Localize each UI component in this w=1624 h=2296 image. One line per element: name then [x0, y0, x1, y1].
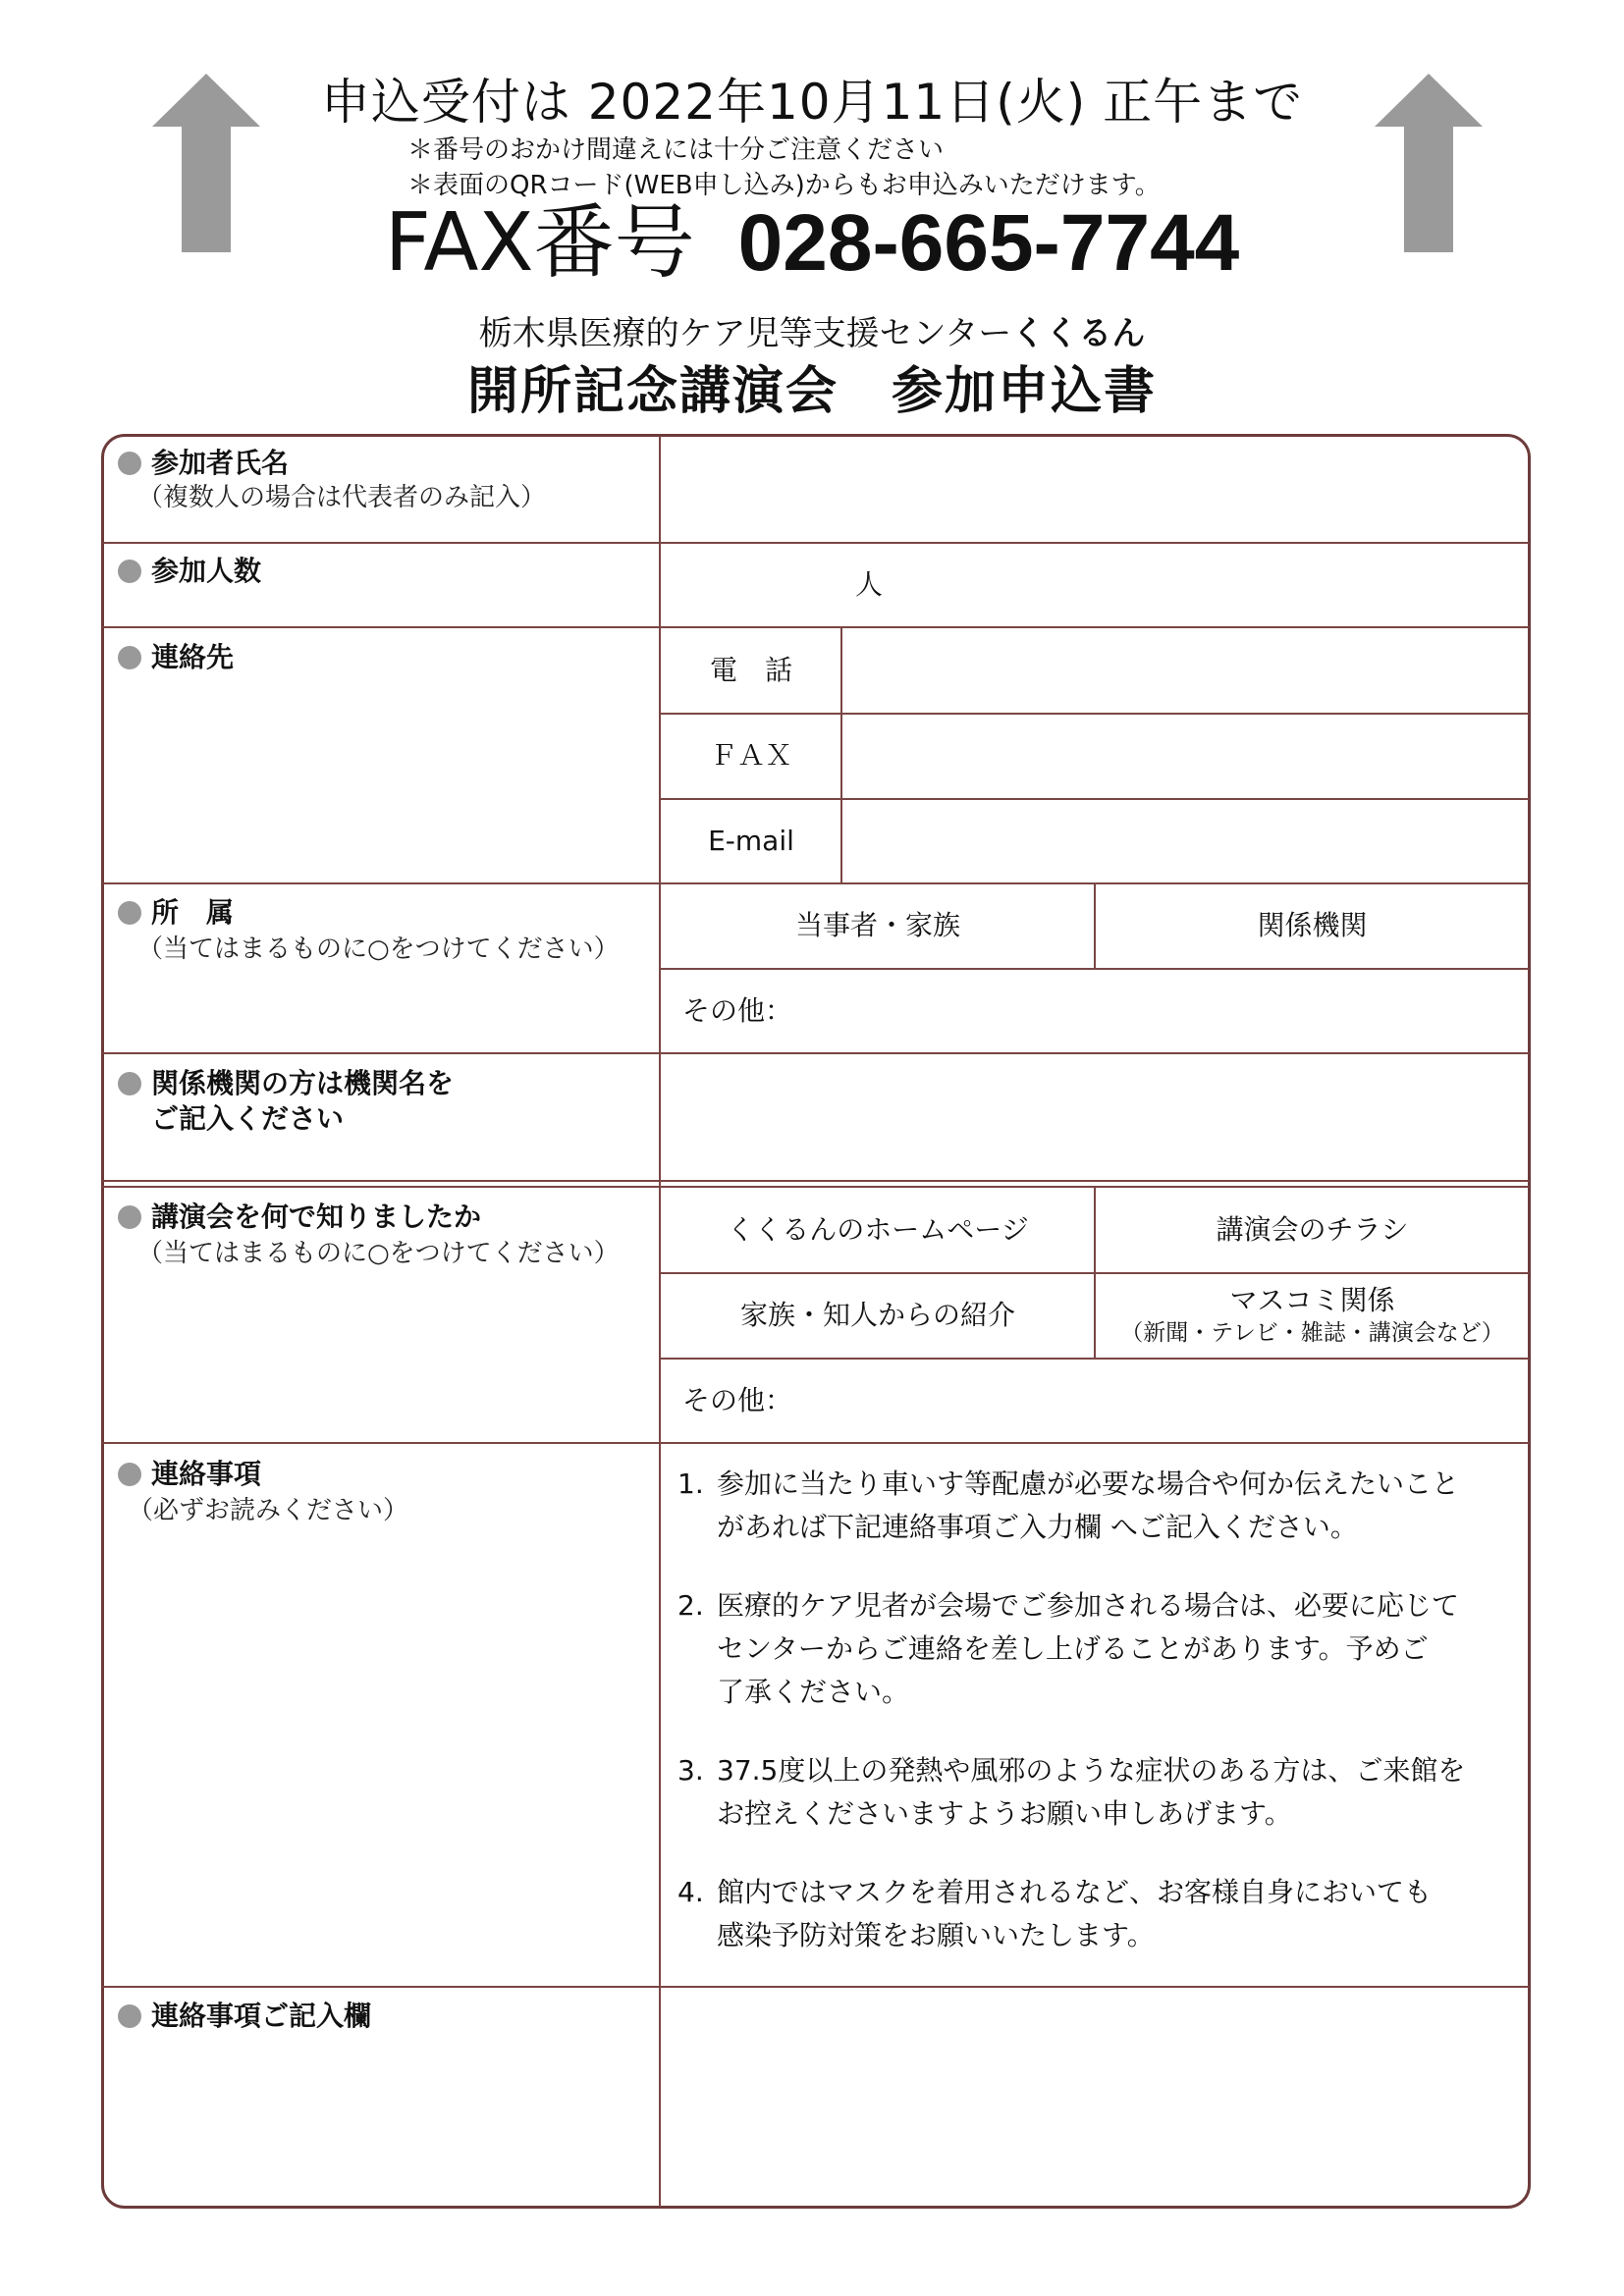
- contact-label: [118, 640, 234, 675]
- source-option-media-label: マスコミ関係: [1229, 1284, 1395, 1316]
- bullet-dot-icon: [118, 560, 141, 583]
- notice-number: 2.: [677, 1589, 704, 1622]
- count-unit: 人: [854, 568, 883, 601]
- affiliation-label: [118, 895, 234, 931]
- affiliation-label-text: 所 属: [151, 896, 235, 929]
- name-label-text: 参加者氏名: [151, 447, 290, 479]
- notice-number: 3.: [677, 1754, 704, 1787]
- source-option-homepage[interactable]: くくるんのホームページ: [727, 1212, 1029, 1246]
- org-name-label-line2-text: ご記入ください: [151, 1102, 345, 1135]
- fax-number-line: [0, 194, 1624, 293]
- bullet-dot-icon: [118, 1205, 141, 1229]
- phone-input-cell[interactable]: [844, 628, 1527, 712]
- org-name-input-cell[interactable]: [663, 1054, 1527, 1178]
- count-label-text: 参加人数: [151, 555, 262, 587]
- deadline-text: 申込受付は 2022年10月11日(火) 正午まで: [320, 74, 1304, 131]
- source-note: （当てはまるものに○をつけてください）: [137, 1239, 620, 1268]
- column-divider: [659, 436, 661, 2207]
- email-label: E-mail: [708, 824, 794, 857]
- fax-number: 028-665-7744: [737, 198, 1240, 288]
- bullet-dot-icon: [118, 2004, 141, 2028]
- org-name-label-line2: [118, 1101, 344, 1137]
- row-divider: [103, 1180, 1529, 1182]
- notice-item: [677, 1749, 1522, 1836]
- name-note: （複数人の場合は代表者のみ記入）: [137, 483, 547, 512]
- notice-line: があれば下記連絡事項ご入力欄 へご記入ください。: [717, 1511, 1358, 1543]
- contact-label-text: 連絡先: [151, 641, 235, 673]
- fax-field-label: ＦＡＸ: [709, 739, 792, 772]
- memo-label-text: 連絡事項ご記入欄: [151, 2000, 372, 2032]
- bullet-dot-icon: [118, 646, 141, 669]
- notice-line: 館内ではマスクを着用されるなど、お客様自身においても: [717, 1876, 1433, 1908]
- bullet-dot-icon: [118, 901, 141, 925]
- notice-item: [677, 1584, 1522, 1714]
- affiliation-note: （当てはまるものに○をつけてください）: [137, 934, 620, 964]
- note-qr-web: ＊表面のQRコード(WEB申し込み)からもお申込みいただけます。: [407, 171, 1161, 200]
- organization-name: [0, 312, 1624, 355]
- notice-line: お控えくださいますようお願い申しあげます。: [717, 1797, 1292, 1830]
- memo-label: [118, 1999, 371, 2034]
- count-label: [118, 554, 261, 589]
- org-name-label: [118, 1066, 454, 1101]
- organization-text: 栃木県医療的ケア児等支援センター: [478, 314, 1012, 353]
- source-option-referral[interactable]: 家族・知人からの紹介: [739, 1299, 1015, 1331]
- notices-list: [677, 1463, 1522, 1993]
- contact-column-divider: [840, 626, 842, 882]
- notices-label-text: 連絡事項: [151, 1458, 262, 1490]
- row-divider: [103, 542, 1529, 544]
- notice-line: 参加に当たり車いす等配慮が必要な場合や何か伝えたいこと: [717, 1468, 1460, 1500]
- document-title: 開所記念講演会 参加申込書: [466, 362, 1157, 421]
- notice-item: [677, 1463, 1522, 1549]
- notices-label: [118, 1457, 261, 1492]
- count-input-cell[interactable]: [663, 546, 1527, 624]
- memo-input-cell[interactable]: [663, 1988, 1527, 2204]
- affiliation-other[interactable]: その他：: [682, 993, 793, 1027]
- source-option-media[interactable]: [1098, 1274, 1527, 1357]
- notice-line: センターからご連絡を差し上げることがあります。予めご: [717, 1632, 1429, 1665]
- phone-label: 電 話: [709, 653, 792, 686]
- source-label: [118, 1200, 481, 1235]
- notice-line: 感染予防対策をお願いいたします。: [717, 1919, 1155, 1951]
- affiliation-column-divider: [1094, 882, 1096, 968]
- source-option-flyer[interactable]: 講演会のチラシ: [1216, 1212, 1409, 1246]
- source-option-media-note: （新聞・テレビ・雑誌・講演会など）: [1120, 1320, 1504, 1346]
- name-label: [118, 446, 289, 481]
- notice-line: 医療的ケア児者が会場でご参加される場合は、必要に応じて: [717, 1589, 1460, 1622]
- affiliation-option-agency[interactable]: 関係機関: [1257, 909, 1368, 941]
- fax-label: FAX番号: [384, 196, 695, 290]
- notice-item: [677, 1871, 1522, 1957]
- notice-line: 37.5度以上の発熱や風邪のような症状のある方は、ご来館を: [717, 1754, 1466, 1787]
- name-input-cell[interactable]: [663, 438, 1527, 540]
- notice-number: 1.: [677, 1468, 704, 1500]
- notice-number: 4.: [677, 1876, 704, 1908]
- notice-line: 了承ください。: [717, 1676, 910, 1708]
- bullet-dot-icon: [118, 1463, 141, 1486]
- note-misdial: ＊番号のおかけ間違えには十分ご注意ください: [407, 135, 945, 165]
- brand-name: くくるん: [1011, 314, 1146, 353]
- fax-input-cell[interactable]: [844, 715, 1527, 797]
- bullet-dot-icon: [118, 1072, 141, 1095]
- email-input-cell[interactable]: [844, 800, 1527, 881]
- notices-note: （必ずお読みください）: [128, 1496, 409, 1525]
- source-label-text: 講演会を何で知りましたか: [151, 1201, 482, 1233]
- affiliation-option-family[interactable]: 当事者・家族: [794, 909, 960, 941]
- bullet-dot-icon: [118, 452, 141, 475]
- source-column-divider: [1094, 1186, 1096, 1358]
- row-divider: [103, 1442, 1529, 1444]
- source-other[interactable]: その他：: [682, 1383, 793, 1416]
- org-name-label-line1: 関係機関の方は機関名を: [151, 1067, 455, 1099]
